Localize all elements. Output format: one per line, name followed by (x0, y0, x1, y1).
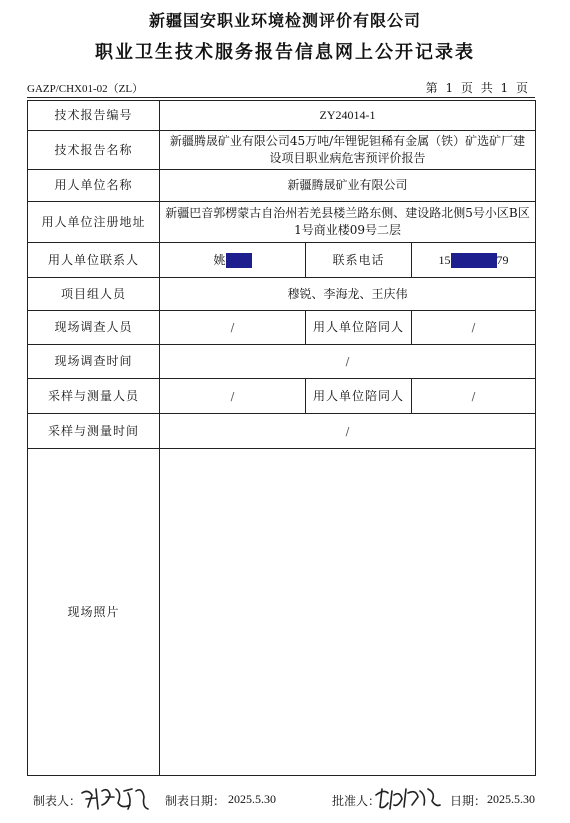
row-contact (28, 243, 536, 278)
photos-label: 现场照片 (28, 449, 160, 776)
sampling-staff-label: 采样与测量人员 (28, 379, 160, 414)
header-rule (27, 97, 535, 98)
survey-staff-value: / (160, 311, 306, 345)
phone-prefix: 15 (438, 252, 451, 267)
report-name-value: 新疆腾晟矿业有限公司45万吨/年锂铌钽稀有金属（铁）矿选矿厂建设项目职业病危害预评价报告 (160, 131, 536, 170)
contact-name-redaction (226, 253, 252, 268)
row-sampling-staff (28, 379, 536, 414)
phone-suffix: 79 (496, 252, 509, 267)
sampling-time-label: 采样与测量时间 (28, 414, 160, 449)
row-survey-staff (28, 311, 536, 345)
sampling-time-value: / (160, 414, 536, 449)
employer-address-label: 用人单位注册地址 (28, 202, 160, 243)
report-no-value: ZY24014-1 (160, 101, 536, 131)
phone-redaction (451, 253, 497, 268)
photos-area (160, 449, 536, 776)
date-value-2: 2025.5.30 (487, 792, 535, 806)
survey-time-value: / (160, 345, 536, 379)
record-table (27, 100, 536, 776)
team-label: 项目组人员 (28, 278, 160, 311)
row-sampling-time (28, 414, 536, 449)
approver-label: 批准人： (332, 794, 381, 808)
contact-label: 用人单位联系人 (28, 243, 160, 278)
sampling-staff-value: / (160, 379, 306, 414)
date-label-1: 制表日期： (165, 794, 226, 808)
form-code: GAZP/CHX01-02（ZL） (27, 83, 144, 95)
employer-address-value: 新疆巴音郭楞蒙古自治州若羌县楼兰路东侧、建设路北侧5号小区B区1号商业楼09号二层 (160, 202, 536, 243)
maker-signature (78, 783, 154, 813)
form-title: 职业卫生技术服务报告信息网上公开记录表 (95, 42, 475, 63)
survey-accompany-label: 用人单位陪同人 (306, 311, 412, 345)
contact-name-visible: 姚 (213, 252, 226, 267)
date-label-2: 日期： (450, 794, 487, 808)
survey-time-label: 现场调查时间 (28, 345, 160, 379)
row-team (28, 278, 536, 311)
phone-cell (412, 243, 536, 278)
approver-signature (372, 783, 444, 813)
date-value-1: 2025.5.30 (228, 792, 276, 806)
row-employer-name (28, 170, 536, 202)
row-employer-address (28, 202, 536, 243)
row-photos (28, 449, 536, 776)
phone-label: 联系电话 (306, 243, 412, 278)
page-info: 第 1 页 共 1 页 (425, 81, 530, 95)
row-survey-time (28, 345, 536, 379)
row-report-no (28, 101, 536, 131)
row-report-name (28, 131, 536, 170)
sampling-accompany-label: 用人单位陪同人 (306, 379, 412, 414)
footer (0, 789, 570, 817)
report-no-label: 技术报告编号 (28, 101, 160, 131)
maker-label: 制表人： (33, 794, 82, 808)
report-name-label: 技术报告名称 (28, 131, 160, 170)
company-name: 新疆国安职业环境检测评价有限公司 (148, 11, 421, 30)
employer-name-label: 用人单位名称 (28, 170, 160, 202)
team-value: 穆锐、李海龙、王庆伟 (160, 278, 536, 311)
employer-name-value: 新疆腾晟矿业有限公司 (160, 170, 536, 202)
contact-name-cell (160, 243, 306, 278)
survey-accompany-value: / (412, 311, 536, 345)
survey-staff-label: 现场调查人员 (28, 311, 160, 345)
sampling-accompany-value: / (412, 379, 536, 414)
